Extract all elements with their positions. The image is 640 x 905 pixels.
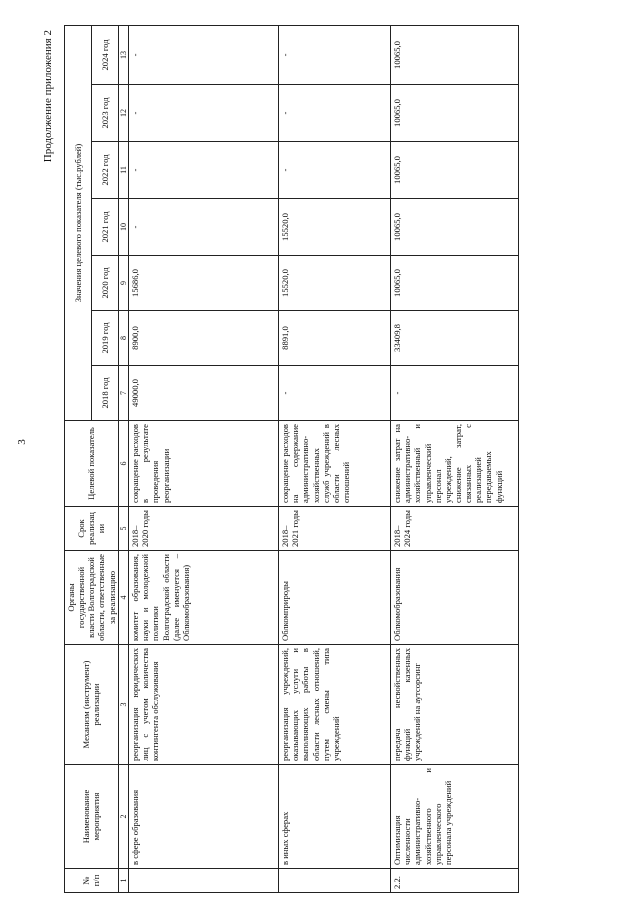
row-mechanism: передача несвойственных функций казенных учреждений на аутсорсинг — [391, 645, 519, 765]
row-value: 10065,0 — [391, 142, 519, 199]
header-row-1 — [65, 25, 92, 892]
header-year: 2023 год — [91, 85, 118, 142]
header-year: 2020 год — [91, 256, 118, 311]
table-row — [129, 25, 279, 892]
column-number: 12 — [118, 85, 128, 142]
column-number: 10 — [118, 199, 128, 256]
row-authorities: Облкомобразования — [391, 551, 519, 645]
header-values-group: Значения целевого показателя (тыс.рублей) — [65, 25, 92, 420]
row-value: - — [279, 142, 391, 199]
column-number: 13 — [118, 25, 128, 84]
column-number: 6 — [118, 421, 128, 507]
rotated-page — [42, 26, 606, 893]
row-target: сокращение расходов в результате проведения реорганизации — [129, 421, 279, 507]
row-value: 10065,0 — [391, 85, 519, 142]
row-no — [129, 869, 279, 893]
continuation-label: Продолжение приложения 2 — [42, 30, 54, 163]
header-mechanism: Механизм (инструмент) реализации — [65, 645, 119, 765]
row-term: 2018–2021 годы — [279, 507, 391, 551]
row-value: 8900,0 — [129, 311, 279, 366]
row-value: 10065,0 — [391, 256, 519, 311]
row-value: 10065,0 — [391, 25, 519, 84]
row-target: сокращение расходов на содержание административно-хозяйственных служб учреждений в области лесных отношений — [279, 421, 391, 507]
row-value: 15520,0 — [279, 199, 391, 256]
table-row — [391, 25, 519, 892]
header-no: № п/п — [65, 869, 119, 893]
row-authorities: Облкомприроды — [279, 551, 391, 645]
row-name: в сфере образования — [129, 765, 279, 869]
column-number: 1 — [118, 869, 128, 893]
header-year: 2019 год — [91, 311, 118, 366]
row-value: - — [129, 142, 279, 199]
row-no: 2.2. — [391, 869, 519, 893]
row-value: - — [129, 85, 279, 142]
row-value: - — [279, 366, 391, 421]
row-name: Оптимизация численности административно-хозяйственного и управленческого персонала учреждений — [391, 765, 519, 869]
row-value: 49000,0 — [129, 366, 279, 421]
row-value: 33409,8 — [391, 311, 519, 366]
row-value: - — [279, 85, 391, 142]
row-mechanism: реорганизация учреждений, оказывающих услуги и выполняющих работы в области лесных отношений, путем смены типа учреждений — [279, 645, 391, 765]
row-target: снижение затрат на административно-хозяйственный и управленческий персонал учреждений, снижение затрат, связанных с реализацией передаваемых функций — [391, 421, 519, 507]
row-value: - — [279, 25, 391, 84]
column-number: 7 — [118, 366, 128, 421]
row-no — [279, 869, 391, 893]
header-year: 2022 год — [91, 142, 118, 199]
header-year: 2021 год — [91, 199, 118, 256]
column-number: 2 — [118, 765, 128, 869]
row-value: 15686,0 — [129, 256, 279, 311]
column-number: 5 — [118, 507, 128, 551]
header-name: Наименование мероприятия — [65, 765, 119, 869]
header-term: Срок реализации — [65, 507, 119, 551]
header-target: Целевой показатель — [65, 421, 119, 507]
page-number: 3 — [16, 439, 28, 445]
row-term: 2018–2020 годы — [129, 507, 279, 551]
header-year: 2018 год — [91, 366, 118, 421]
header-authorities: Органы государственной власти Волгоградской области, ответственные за реализацию — [65, 551, 119, 645]
row-value: - — [391, 366, 519, 421]
header-year: 2024 год — [91, 25, 118, 84]
row-authorities: комитет образования, науки и молодежной политики Волгоградской области (далее именуется – Облкомобразования) — [129, 551, 279, 645]
row-value: 15520,0 — [279, 256, 391, 311]
table-row — [279, 25, 391, 892]
row-value: 8891,0 — [279, 311, 391, 366]
row-value: - — [129, 25, 279, 84]
column-number: 11 — [118, 142, 128, 199]
column-number: 9 — [118, 256, 128, 311]
row-mechanism: реорганизация юридических лиц с учетом количества контингента обслуживания — [129, 645, 279, 765]
row-value: - — [129, 199, 279, 256]
column-number: 3 — [118, 645, 128, 765]
column-number: 4 — [118, 551, 128, 645]
header-row-numbers — [118, 25, 128, 892]
row-name: в иных сферах — [279, 765, 391, 869]
appendix-table — [64, 25, 519, 893]
row-term: 2018–2024 годы — [391, 507, 519, 551]
column-number: 8 — [118, 311, 128, 366]
row-value: 10065,0 — [391, 199, 519, 256]
